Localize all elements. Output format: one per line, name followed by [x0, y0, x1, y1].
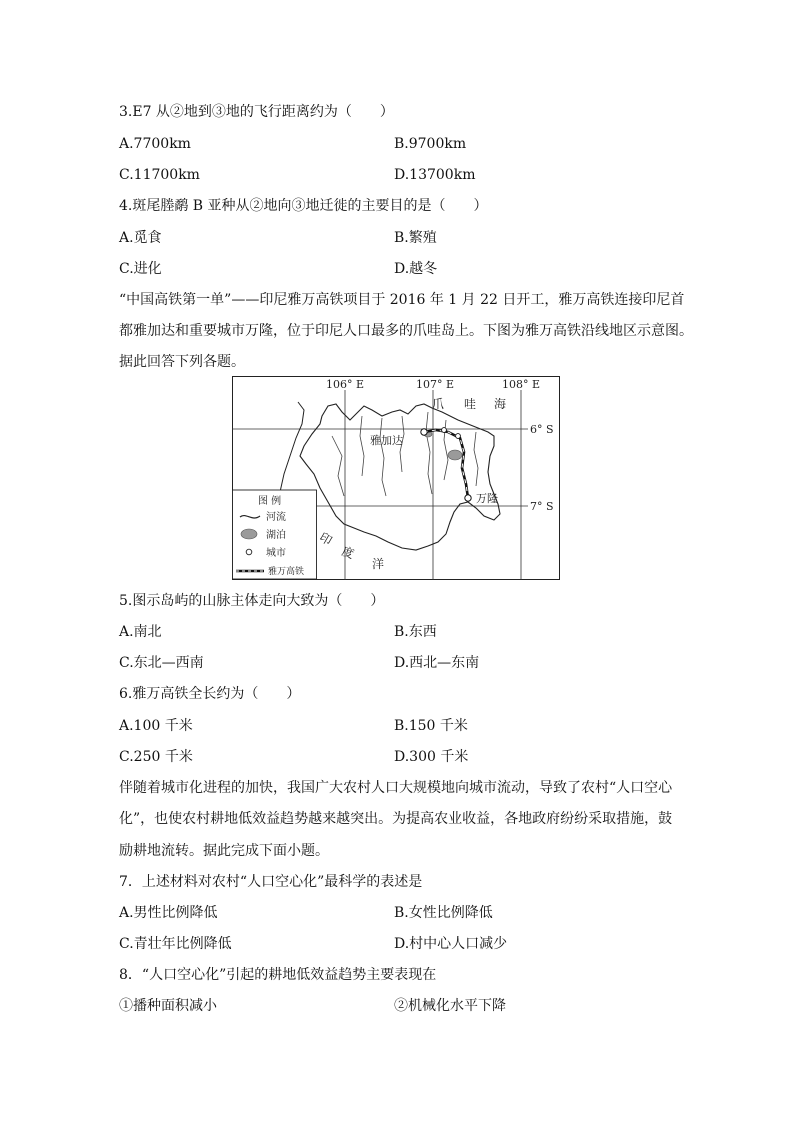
- q4-option-b: B.繁殖: [394, 230, 437, 246]
- q4-option-a: A.觅食: [119, 230, 162, 246]
- q4-option-d: D.越冬: [394, 261, 438, 277]
- q3-option-d: D.13700km: [394, 167, 476, 183]
- q6-stem: 6.雅万高铁全长约为（ ）: [119, 686, 301, 702]
- q8-option-1: ①播种面积减小: [119, 998, 217, 1014]
- lake-1: [448, 450, 462, 460]
- intro3-line1: 伴随着城市化进程的加快，我国广大农村人口大规模地向城市流动，导致了农村“人口空心: [119, 780, 673, 796]
- q5-stem: 5.图示岛屿的山脉主体走向大致为（ ）: [119, 593, 385, 609]
- lon-106-label: 106° E: [326, 378, 365, 391]
- q6-option-d: D.300 千米: [394, 749, 469, 765]
- city-jakarta-label: 雅加达: [370, 434, 403, 447]
- map-figure: [232, 376, 560, 580]
- q6-option-a: A.100 千米: [119, 718, 193, 734]
- q7-option-b: B.女性比例降低: [394, 905, 493, 921]
- legend-lake: 湖泊: [266, 530, 286, 541]
- q3-option-a: A.7700km: [119, 136, 191, 152]
- city-marker-4: [456, 434, 461, 439]
- legend-lake-symbol: [241, 529, 257, 539]
- q7-stem: 7．上述材料对农村“人口空心化”最科学的表述是: [119, 874, 423, 890]
- q7-option-d: D.村中心人口减少: [394, 936, 508, 952]
- intro2-line3: 据此回答下列各题。: [119, 354, 245, 370]
- city-bandung-label: 万隆: [476, 492, 498, 505]
- intro2-line1: “中国高铁第一单”——印尼雅万高铁项目于 2016 年 1 月 22 日开工，雅万高铁连接印尼首: [119, 292, 685, 308]
- q4-stem: 4.斑尾塍鹬 B 亚种从②地向③地迁徙的主要目的是（ ）: [119, 198, 488, 214]
- sea-label-1: 爪: [432, 397, 445, 411]
- city-bandung-marker: [465, 495, 471, 501]
- q5-option-b: B.东西: [394, 624, 437, 640]
- q8-option-2: ②机械化水平下降: [394, 998, 506, 1014]
- city-jakarta-marker: [421, 429, 427, 435]
- q3-option-c: C.11700km: [119, 167, 200, 183]
- legend-title: 图 例: [258, 496, 282, 507]
- sea-label-2: 哇: [464, 397, 477, 411]
- q8-stem: 8．“人口空心化”引起的耕地低效益趋势主要表现在: [119, 967, 437, 983]
- legend-river: 河流: [266, 512, 286, 523]
- lon-107-label: 107° E: [416, 378, 455, 391]
- intro2-line2: 都雅加达和重要城市万隆，位于印尼人口最多的爪哇岛上。下图为雅万高铁沿线地区示意图。: [119, 323, 693, 339]
- ocean-label-2: 度: [339, 544, 356, 562]
- lon-108-label: 108° E: [502, 378, 541, 391]
- legend-rail: 雅万高铁: [268, 567, 305, 577]
- q6-option-b: B.150 千米: [394, 718, 468, 734]
- lat-6s-label: 6° S: [530, 423, 554, 436]
- ocean-label-1: 印: [317, 529, 335, 549]
- legend-city-symbol: [246, 549, 252, 555]
- jakarta-bandung-map: [232, 376, 560, 580]
- q5-option-c: C.东北—西南: [119, 655, 204, 671]
- lat-7s-label: 7° S: [530, 500, 554, 513]
- q5-option-d: D.西北—东南: [394, 655, 480, 671]
- ocean-label-3: 洋: [372, 557, 385, 571]
- q7-option-c: C.青壮年比例降低: [119, 936, 232, 952]
- q3-option-b: B.9700km: [394, 136, 467, 152]
- q7-option-a: A.男性比例降低: [119, 905, 218, 921]
- q5-option-a: A.南北: [119, 624, 162, 640]
- legend-city: 城市: [266, 548, 286, 559]
- q6-option-c: C.250 千米: [119, 749, 193, 765]
- city-marker-3: [442, 428, 447, 433]
- sea-label-3: 海: [494, 397, 507, 411]
- intro3-line3: 励耕地流转。据此完成下面小题。: [119, 843, 329, 859]
- intro3-line2: 化”，也使农村耕地低效益趋势越来越突出。为提高农业收益，各地政府纷纷采取措施，鼓: [119, 811, 673, 827]
- q4-option-c: C.进化: [119, 261, 162, 277]
- q3-stem: 3.E7 从②地到③地的飞行距离约为（ ）: [119, 104, 394, 120]
